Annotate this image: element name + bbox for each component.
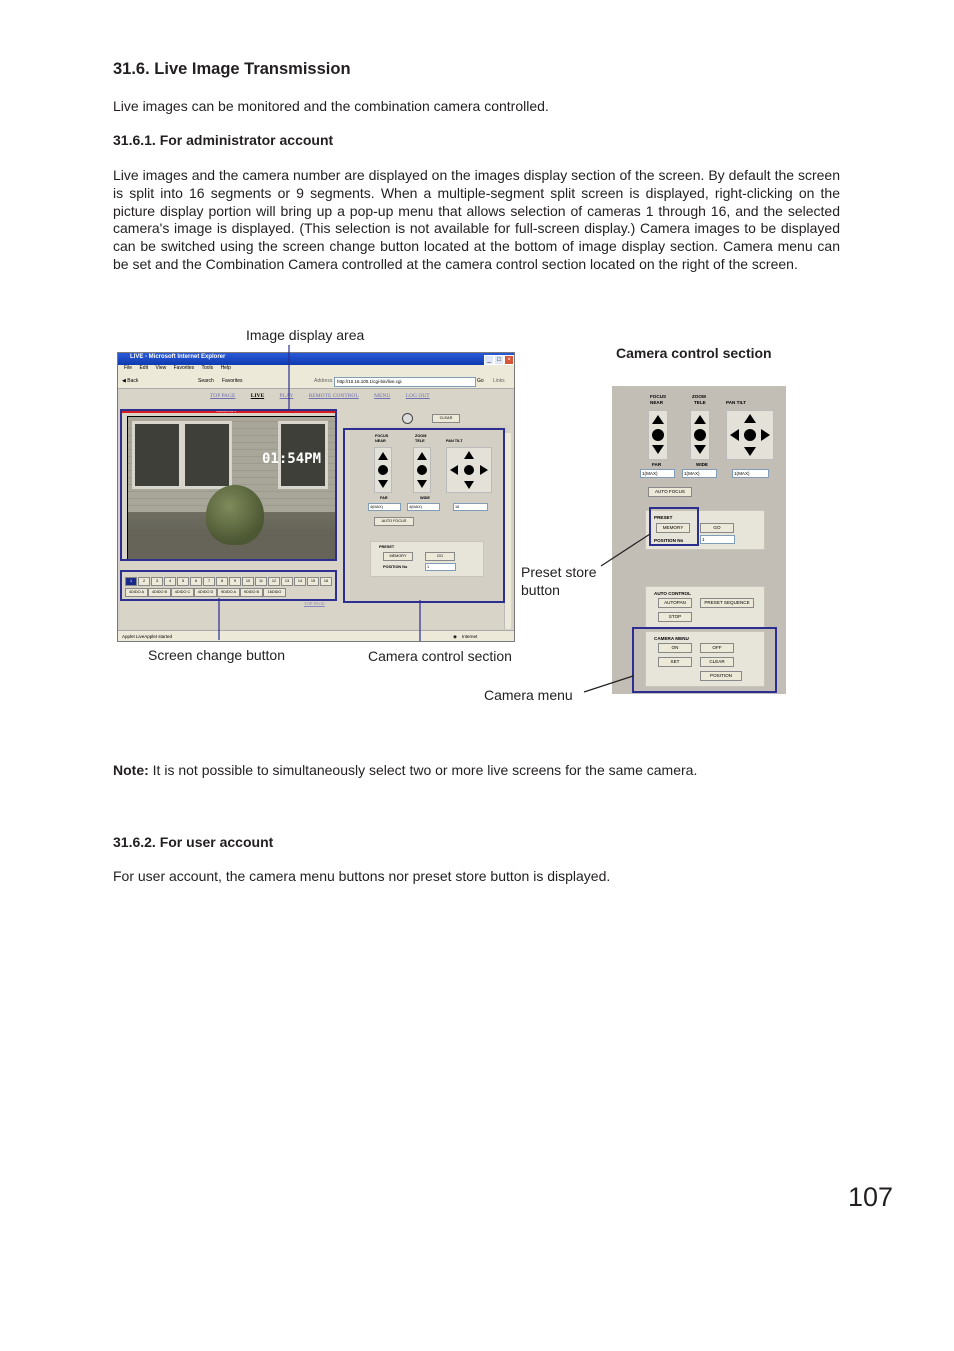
focus-label: FOCUS xyxy=(650,394,667,399)
screen-button-9[interactable]: 9 xyxy=(229,577,241,586)
mini-far-label: FAR xyxy=(380,496,388,500)
back-icon: ◀ xyxy=(122,378,126,384)
mini-focus-speed-select[interactable]: 4(MAX) xyxy=(368,503,401,511)
menu-view[interactable]: View xyxy=(155,365,167,371)
mini-near-label: NEAR xyxy=(375,439,386,443)
label-image-display-area: Image display area xyxy=(246,327,365,343)
preset-sequence-button[interactable]: PRESET SEQUENCE xyxy=(700,598,754,608)
back-button[interactable]: ◀ Back xyxy=(122,378,139,384)
admin-subtitle: 31.6.1. For administrator account xyxy=(113,132,334,148)
tele-label: TELE xyxy=(694,400,706,405)
stop-button[interactable]: STOP xyxy=(658,612,692,622)
split-button[interactable]: 4DIDO A xyxy=(125,588,148,597)
search-button[interactable]: Search xyxy=(198,378,214,384)
autopan-button[interactable]: AUTOPAN xyxy=(658,598,692,608)
nav-top-page[interactable]: TOP PAGE xyxy=(210,393,236,399)
split-button[interactable]: 16DIDO xyxy=(263,588,286,597)
focus-speed-select[interactable]: 1(MAX) xyxy=(640,469,675,478)
screen-button-2[interactable]: 2 xyxy=(138,577,150,586)
screen-button-8[interactable]: 8 xyxy=(216,577,228,586)
status-text: Applet LiveApplet started xyxy=(122,634,173,639)
close-icon[interactable]: × xyxy=(504,355,514,365)
mini-focus-label: FOCUS xyxy=(375,434,389,438)
zoom-label: ZOOM xyxy=(692,394,706,399)
split-button[interactable]: 9DIDO B xyxy=(240,588,263,597)
mini-pan-tilt-label: PAN TILT xyxy=(446,439,463,443)
screen-button-6[interactable]: 6 xyxy=(190,577,202,586)
screen-button-1[interactable]: 1 xyxy=(125,577,137,586)
browser-title: LIVE - Microsoft Internet Explorer xyxy=(130,354,226,360)
camera-menu-position-button[interactable]: POSITION xyxy=(700,671,742,681)
section-intro: Live images can be monitored and the combination camera controlled. xyxy=(113,98,549,114)
menu-file[interactable]: File xyxy=(124,365,133,371)
label-camera-menu: Camera menu xyxy=(484,687,573,703)
split-button[interactable]: 4DIDO B xyxy=(148,588,171,597)
menu-tools[interactable]: Tools xyxy=(201,365,214,371)
maximize-icon[interactable]: □ xyxy=(494,355,504,365)
label-camera-control-section: Camera control section xyxy=(368,648,512,664)
split-button[interactable]: 9DIDO A xyxy=(217,588,240,597)
near-label: NEAR xyxy=(650,400,664,405)
menu-help[interactable]: Help xyxy=(220,365,231,371)
mini-go-button[interactable]: GO xyxy=(425,552,455,561)
address-input[interactable]: http://10.16.100.1/cgi-bin/live.cgi xyxy=(334,377,476,387)
clear-button[interactable]: CLEAR xyxy=(432,414,460,423)
nav-play[interactable]: PLAY xyxy=(279,393,294,399)
favorites-button[interactable]: Favorites xyxy=(222,378,243,384)
screen-button-12[interactable]: 12 xyxy=(268,577,280,586)
camera-menu-set-button[interactable]: SET xyxy=(658,657,692,667)
status-zone: Internet xyxy=(462,634,478,639)
links-label[interactable]: Links xyxy=(493,378,505,384)
screen-button-7[interactable]: 7 xyxy=(203,577,215,586)
nav-live[interactable]: LIVE xyxy=(250,393,265,399)
section-title: 31.6. Live Image Transmission xyxy=(113,60,351,78)
wide-label: WIDE xyxy=(696,462,708,467)
mini-auto-focus-button[interactable]: AUTO FOCUS xyxy=(374,517,414,526)
pan-tilt-label: PAN TILT xyxy=(726,400,746,405)
mini-preset-label: PRESET xyxy=(379,545,395,549)
bottom-top-page-link[interactable]: TOP PAGE xyxy=(304,601,325,606)
mini-tele-label: TELE xyxy=(415,439,425,443)
mini-zoom-label: ZOOM xyxy=(415,434,427,438)
preset-memory-button[interactable]: MEMORY xyxy=(656,523,690,533)
menu-favorites[interactable]: Favorites xyxy=(173,365,195,371)
far-label: FAR xyxy=(652,462,662,467)
note-text: It is not possible to simultaneously select two or more live screens for the same camera. xyxy=(148,762,698,778)
camera-timestamp: 01:54PM xyxy=(262,451,322,467)
camera-menu-clear-button[interactable]: CLEAR xyxy=(700,657,734,667)
zoom-speed-select[interactable]: 1(MAX) xyxy=(682,469,717,478)
screen-button-15[interactable]: 15 xyxy=(307,577,319,586)
mini-zoom-speed-select[interactable]: 4(MAX) xyxy=(407,503,440,511)
preset-label: PRESET xyxy=(654,515,673,520)
user-body: For user account, the camera menu buttons nor preset store button is displayed. xyxy=(113,868,611,884)
mini-memory-button[interactable]: MEMORY xyxy=(383,552,413,561)
page-number: 107 xyxy=(848,1182,894,1212)
screen-button-11[interactable]: 11 xyxy=(255,577,267,586)
user-subtitle: 31.6.2. For user account xyxy=(113,834,274,850)
camera-title: CAMERA 1 xyxy=(216,408,237,413)
label-preset-store-button: Preset store button xyxy=(521,564,597,598)
position-no-label: POSITION No xyxy=(654,538,684,543)
auto-control-label: AUTO CONTROL xyxy=(654,591,691,596)
screen-button-14[interactable]: 14 xyxy=(294,577,306,586)
note xyxy=(113,762,840,780)
mini-pan-speed-select[interactable]: 16 xyxy=(453,503,488,511)
screen-button-5[interactable]: 5 xyxy=(177,577,189,586)
nav-menu[interactable]: MENU xyxy=(374,393,391,399)
screen-button-16[interactable]: 16 xyxy=(320,577,332,586)
camera-menu-on-button[interactable]: ON xyxy=(658,643,692,653)
menu-edit[interactable]: Edit xyxy=(139,365,149,371)
camera-menu-label: CAMERA MENU xyxy=(654,636,689,641)
screen-button-10[interactable]: 10 xyxy=(242,577,254,586)
screen-button-13[interactable]: 13 xyxy=(281,577,293,586)
screen-button-4[interactable]: 4 xyxy=(164,577,176,586)
position-no-select[interactable]: 1 xyxy=(700,535,735,544)
minimize-icon[interactable]: _ xyxy=(484,355,494,365)
camera-menu-off-button[interactable]: OFF xyxy=(700,643,734,653)
address-label: Address xyxy=(314,378,333,384)
note-label: Note: xyxy=(113,762,149,778)
mini-position-no-label: POSITION No xyxy=(383,565,408,569)
globe-icon: ◉ xyxy=(453,634,457,639)
leader-camera-menu xyxy=(584,676,633,692)
auto-focus-button[interactable]: AUTO FOCUS xyxy=(648,487,692,497)
go-button[interactable]: Go xyxy=(477,378,484,384)
mini-position-select[interactable]: 1 xyxy=(425,563,456,571)
preset-go-button[interactable]: GO xyxy=(700,523,734,533)
screen-button-3[interactable]: 3 xyxy=(151,577,163,586)
admin-body: Live images and the camera number are displayed on the images display section of the screen. By default the screen is split into 16 segments or 9 segments. When a multiple-segment split screen is displayed, right-clicking on the picture display portion will bring up a pop-up menu that allows selection of cameras 1 through 16, and the selected camera's image is displayed. (This selection is not available for full-screen display.) Camera images to be displayed can be switched using the screen change button located at the bottom of image display section. Camera menu can be set and the Combination Camera controlled at the camera control section located on the right of the screen. xyxy=(113,167,840,272)
nav-log-out[interactable]: LOG OUT xyxy=(405,393,430,399)
pan-speed-select[interactable]: 1(MAX) xyxy=(732,469,769,478)
nav-remote-control[interactable]: REMOTE CONTROL xyxy=(308,393,359,399)
label-camera-control-heading: Camera control section xyxy=(616,345,772,361)
split-button[interactable]: 4DIDO D xyxy=(194,588,217,597)
mini-wide-label: WIDE xyxy=(420,496,430,500)
leader-preset-store-button xyxy=(601,534,650,566)
label-screen-change-button: Screen change button xyxy=(148,647,285,663)
split-button[interactable]: 4DIDO C xyxy=(171,588,194,597)
